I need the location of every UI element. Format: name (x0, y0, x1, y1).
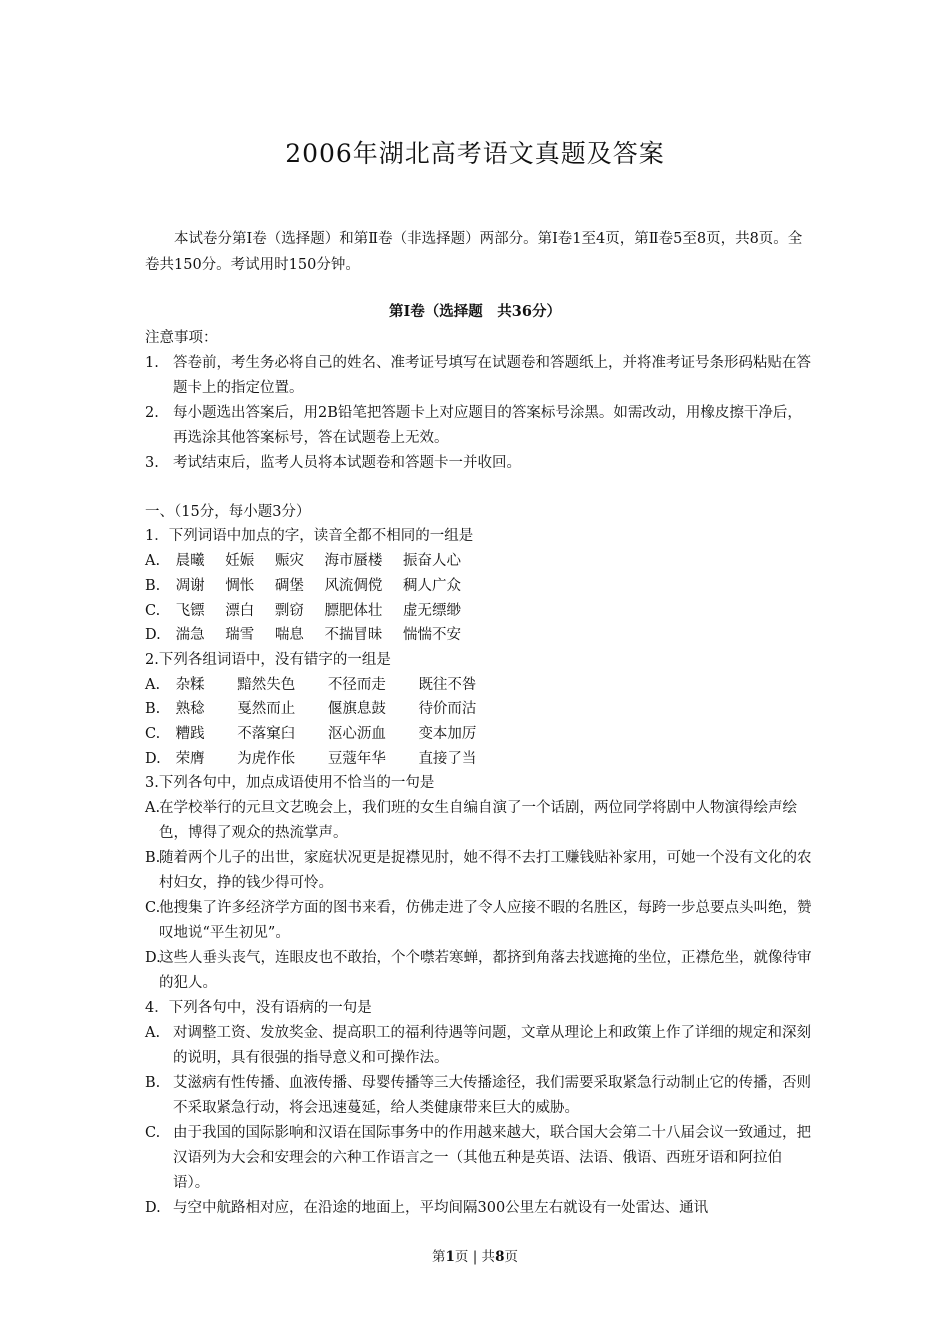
question-3-option (145, 896, 815, 946)
document-body (145, 326, 815, 1221)
notice-text: 每小题选出答案后，用2B铅笔把答题卡上对应题目的答案标号涂黑。如需改动，用橡皮擦干净后，再选涂其他答案标号，答在试题卷上无效。 (173, 404, 802, 446)
option-label: A. (145, 676, 161, 693)
option-label: B. (145, 1074, 161, 1091)
option-text: 由于我国的国际影响和汉语在国际事务中的作用越来越大，联合国大会第二十八届会议一致通过，把汉语列为大会和安理会的六种工作语言之一（其他五种是英语、法语、俄语、西班牙语和阿拉伯语）。 (173, 1124, 811, 1191)
question-4-option (145, 1196, 815, 1221)
option-word: 赈灾 (274, 553, 304, 570)
option-word: 虚无缥缈 (403, 602, 462, 619)
option-label: C. (145, 726, 161, 743)
footer-page-number: 1 (445, 1249, 455, 1265)
question-1-option (145, 549, 815, 574)
option-word: 稠人广众 (403, 577, 462, 594)
option-label: C. (145, 900, 161, 917)
option-word: 湍急 (175, 627, 205, 644)
option-word: 瑞雪 (225, 627, 255, 644)
option-text: 艾滋病有性传播、血液传播、母婴传播等三大传播途径，我们需要采取紧急行动制止它的传播，否则不采取紧急行动，将会迅速蔓延，给人类健康带来巨大的威胁。 (173, 1074, 811, 1116)
question-2-option (145, 747, 815, 772)
option-word: 沤心沥血 (327, 726, 386, 743)
option-word: 杂糅 (175, 676, 205, 693)
option-text: 与空中航路相对应，在沿途的地面上，平均间隔300公里左右就设有一处雷达、通讯 (173, 1199, 709, 1216)
option-label: D. (145, 627, 161, 644)
option-label: A. (145, 800, 161, 817)
option-word: 既往不咎 (418, 676, 477, 693)
notice-number: 3. (145, 454, 159, 471)
notice-number: 2. (145, 404, 159, 421)
part1-heading: 一、（15分，每小题3分） (145, 503, 311, 520)
option-label: D. (145, 950, 161, 967)
option-label: A. (145, 553, 161, 570)
option-word: 膘肥体壮 (324, 602, 383, 619)
footer-prefix: 第 (432, 1249, 446, 1265)
notice-item (145, 351, 815, 401)
option-word: 直接了当 (418, 750, 477, 767)
question-3-option (145, 946, 815, 996)
notice-text: 考试结束后，监考人员将本试题卷和答题卡一并收回。 (173, 454, 521, 471)
question-2-stem: 2.下列各组词语中，没有错字的一组是 (145, 651, 391, 668)
option-text: 随着两个儿子的出世，家庭状况更是捉襟见肘，她不得不去打工赚钱贴补家用，可她一个没有文化的农村妇女，挣的钱少得可怜。 (159, 850, 812, 892)
option-text: 对调整工资、发放奖金、提高职工的福利待遇等问题，文章从理论上和政策上作了详细的规定和深刻的说明，具有很强的指导意义和可操作法。 (173, 1024, 811, 1066)
option-word: 豆蔻年华 (327, 750, 386, 767)
option-text: 这些人垂头丧气，连眼皮也不敢抬，个个噤若寒蝉，都挤到角落去找遮掩的坐位，正襟危坐，就像待审的犯人。 (159, 950, 812, 992)
question-4-option (145, 1071, 815, 1121)
option-text: 在学校举行的元旦文艺晚会上，我们班的女生自编自演了一个话剧，两位同学将剧中人物演得绘声绘色，博得了观众的热流掌声。 (159, 800, 797, 842)
footer-mid: 页 | 共 (454, 1249, 496, 1265)
question-4-stem: 4．下列各句中，没有语病的一句是 (145, 1000, 372, 1017)
question-1-stem: 1．下列词语中加点的字，读音全都不相同的一组是 (145, 528, 474, 545)
notice-number: 1. (145, 354, 159, 371)
option-label: B. (145, 577, 161, 594)
option-word: 妊娠 (225, 553, 255, 570)
option-word: 晨曦 (175, 553, 205, 570)
option-label: A. (145, 1024, 161, 1041)
option-word: 熟稔 (175, 701, 205, 718)
option-word: 待价而沽 (418, 701, 477, 718)
option-text: 他搜集了许多经济学方面的图书来看，仿佛走进了令人应接不暇的名胜区，每跨一步总要点头叫绝，赞叹地说“平生初见”。 (159, 900, 812, 942)
option-word: 惆怅 (225, 577, 255, 594)
option-word: 糟践 (175, 726, 205, 743)
question-3-stem: 3.下列各句中，加点成语使用不恰当的一句是 (145, 775, 435, 792)
option-word: 偃旗息鼓 (327, 701, 386, 718)
option-word: 碉堡 (274, 577, 304, 594)
option-word: 不揣冒昧 (324, 627, 383, 644)
option-word: 黯然失色 (237, 676, 296, 693)
question-1-option (145, 623, 815, 648)
question-1-option (145, 599, 815, 624)
notice-text: 答卷前，考生务必将自己的姓名、准考证号填写在试题卷和答题纸上，并将准考证号条形码粘贴在答题卡上的指定位置。 (173, 354, 811, 396)
document-title: 2006年湖北高考语文真题及答案 (285, 139, 665, 168)
option-word: 荣膺 (175, 750, 205, 767)
option-word: 戛然而止 (237, 701, 296, 718)
option-label: B. (145, 850, 161, 867)
option-word: 剽窃 (274, 602, 304, 619)
option-word: 振奋人心 (403, 553, 462, 570)
option-word: 海市蜃楼 (324, 553, 383, 570)
option-label: D. (145, 1199, 161, 1216)
option-word: 凋谢 (175, 577, 205, 594)
option-word: 风流倜傥 (324, 577, 383, 594)
option-word: 为虎作伥 (237, 750, 296, 767)
question-3-option (145, 796, 815, 846)
footer-suffix: 页 (504, 1249, 518, 1265)
question-2-option (145, 697, 815, 722)
footer-total-pages: 8 (495, 1249, 505, 1265)
option-word: 飞镖 (175, 602, 205, 619)
option-label: C. (145, 1124, 161, 1141)
question-1-option (145, 574, 815, 599)
section-title: 第Ⅰ卷（选择题 共36分） (389, 303, 561, 320)
question-2-option (145, 673, 815, 698)
notice-title: 注意事项： (145, 330, 218, 346)
page-footer (0, 1245, 950, 1265)
option-word: 喘息 (274, 627, 304, 644)
option-label: D. (145, 750, 161, 767)
option-word: 漂白 (225, 602, 255, 619)
question-2-option (145, 722, 815, 747)
option-word: 不落窠臼 (237, 726, 296, 743)
option-word: 变本加厉 (418, 726, 477, 743)
question-4-option (145, 1021, 815, 1071)
question-3-option (145, 846, 815, 896)
question-4-option (145, 1121, 815, 1196)
option-word: 惴惴不安 (403, 627, 462, 644)
option-label: B. (145, 701, 161, 718)
option-word: 不径而走 (327, 676, 386, 693)
notice-item (145, 451, 815, 476)
intro-paragraph: 本试卷分第Ⅰ卷（选择题）和第Ⅱ卷（非选择题）两部分。第Ⅰ卷1至4页，第Ⅱ卷5至8页，共8页。全卷共150分。考试用时150分钟。 (145, 231, 803, 273)
option-label: C. (145, 602, 161, 619)
notice-item (145, 401, 815, 451)
